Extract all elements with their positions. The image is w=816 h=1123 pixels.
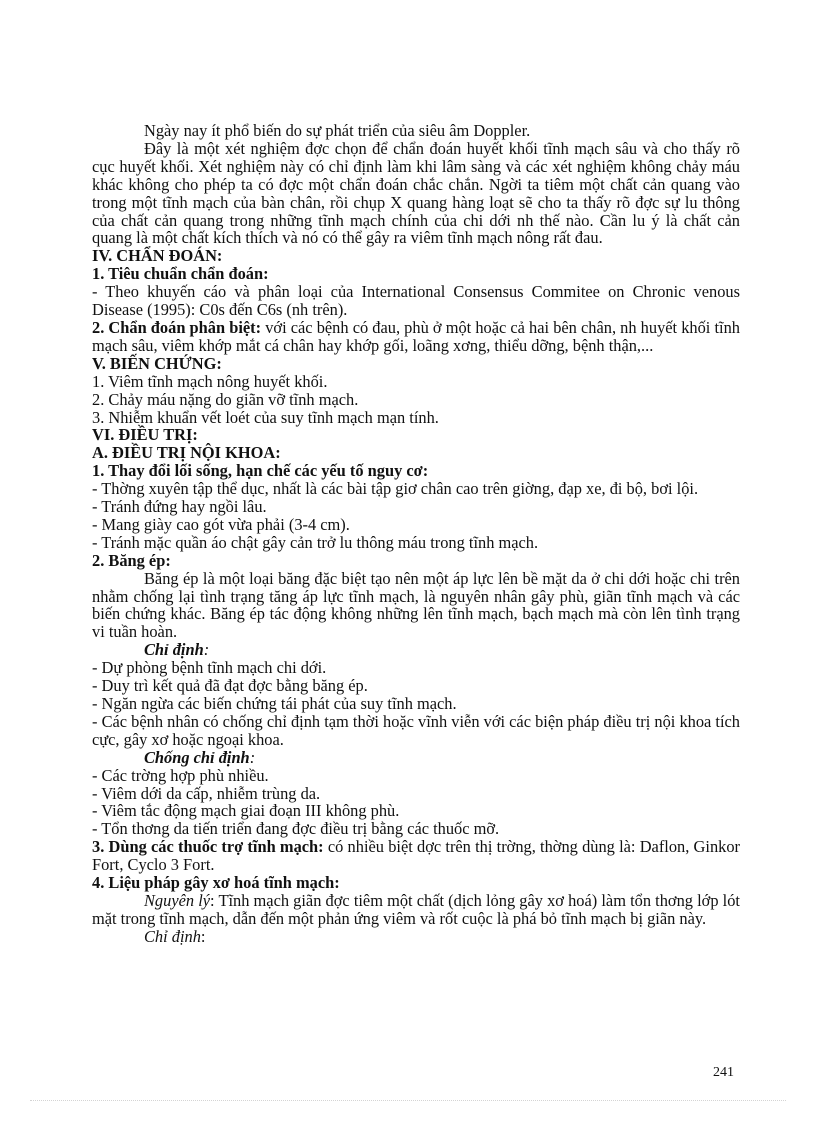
section-heading-medical-treatment: A. ĐIỀU TRỊ NỘI KHOA: bbox=[92, 443, 281, 463]
contraindications-heading bbox=[144, 749, 740, 767]
indication-item: - Dự phòng bệnh tĩnh mạch chi dới. bbox=[92, 658, 327, 678]
principle-text: : Tĩnh mạch giãn đợc tiêm một chất (dịch lỏng gây xơ hoá) làm tổn thơng lớp lót mặt trong tĩnh mạch, dẫn đến một phản ứng viêm và rốt cuộc là phá bỏ tĩnh mạch bị giãn này. bbox=[92, 890, 740, 928]
sclerotherapy-indications-colon: : bbox=[200, 926, 206, 946]
differential-diagnosis-paragraph bbox=[92, 319, 740, 355]
indications-label: Chỉ định bbox=[144, 640, 204, 660]
lifestyle-item: - Tránh mặc quần áo chật gây cản trở lu thông máu trong tĩnh mạch. bbox=[92, 532, 539, 552]
sclerotherapy-indications-label: Chỉ định bbox=[144, 926, 201, 946]
differential-diagnosis-text: với các bệnh có đau, phù ở một hoặc cả hai bên chân, nh huyết khối tĩnh mạch sâu, viêm khớp mắt cá chân hay khớp gối, loãng xơng, thiểu dỡng, bệnh thận,... bbox=[92, 317, 740, 355]
contraindication-item: - Các trờng hợp phù nhiều. bbox=[92, 765, 269, 785]
complication-item: 1. Viêm tĩnh mạch nông huyết khối. bbox=[92, 371, 328, 391]
lifestyle-item: - Mang giày cao gót vừa phải (3-4 cm). bbox=[92, 514, 350, 534]
intro-paragraph: Ngày nay ít phổ biến do sự phát triển của siêu âm Doppler. bbox=[144, 121, 531, 140]
section-heading-treatment: VI. ĐIỀU TRỊ: bbox=[92, 425, 198, 445]
lifestyle-item: - Tránh đứng hay ngồi lâu. bbox=[92, 497, 267, 517]
diagnostic-criteria-text: - Theo khuyến cáo và phân loại của International Consensus Commitee on Chronic venous Disease (1995): C0s đến C6s (nh trên). bbox=[92, 282, 740, 320]
venotonic-drugs-text: có nhiều biệt dợc trên thị trờng, thờng dùng là: Daflon, Ginkor Fort, Cyclo 3 Fort. bbox=[92, 837, 740, 875]
subheading-differential-diagnosis: 2. Chẩn đoán phân biệt: bbox=[92, 317, 262, 337]
contraindication-item: - Viêm tắc động mạch giai đoạn III không phù. bbox=[92, 801, 400, 821]
contraindication-item: - Viêm dới da cấp, nhiễm trùng da. bbox=[92, 783, 321, 803]
contraindication-item: - Tổn thơng da tiến triển đang đợc điều trị bằng các thuốc mỡ. bbox=[92, 819, 500, 839]
sclerotherapy-indications-heading bbox=[92, 928, 740, 946]
indication-item: - Các bệnh nhân có chống chỉ định tạm thời hoặc vĩnh viễn với các biện pháp điều trị nội khoa tích cực, gây xơ hoặc ngoại khoa. bbox=[92, 711, 740, 749]
contraindications-colon: : bbox=[249, 747, 256, 767]
subheading-lifestyle: 1. Thay đổi lối sống, hạn chế các yếu tố nguy cơ: bbox=[92, 461, 429, 481]
subheading-sclerotherapy: 4. Liệu pháp gây xơ hoá tĩnh mạch: bbox=[92, 873, 340, 893]
subheading-compression-bandage: 2. Băng ép: bbox=[92, 550, 171, 570]
contraindications-label: Chống chỉ định bbox=[144, 747, 250, 767]
document-page bbox=[92, 122, 740, 946]
indications-heading bbox=[144, 641, 740, 659]
subheading-venotonic-drugs: 3. Dùng các thuốc trợ tĩnh mạch: bbox=[92, 837, 324, 857]
complication-item: 2. Chảy máu nặng do giãn vỡ tĩnh mạch. bbox=[92, 389, 359, 409]
section-heading-complications: V. BIẾN CHỨNG: bbox=[92, 353, 222, 373]
lifestyle-item: - Thờng xuyên tập thể dục, nhất là các bài tập giơ chân cao trên giờng, đạp xe, đi bộ, bơi lội. bbox=[92, 479, 699, 499]
indication-item: - Ngăn ngừa các biến chứng tái phát của suy tĩnh mạch. bbox=[92, 694, 457, 713]
indications-colon: : bbox=[203, 640, 210, 660]
sclerotherapy-principle-paragraph bbox=[92, 892, 740, 928]
page-number: 241 bbox=[713, 1065, 734, 1080]
section-heading-diagnosis: IV. CHẨN ĐOÁN: bbox=[92, 246, 223, 266]
footer-divider bbox=[30, 1100, 786, 1101]
complication-item: 3. Nhiễm khuẩn vết loét của suy tĩnh mạch mạn tính. bbox=[92, 407, 439, 427]
subheading-diagnostic-criteria: 1. Tiêu chuẩn chẩn đoán: bbox=[92, 264, 269, 284]
indication-item: - Duy trì kết quả đã đạt đợc bằng băng ép. bbox=[92, 676, 368, 696]
venotonic-drugs-paragraph bbox=[92, 838, 740, 874]
principle-label: Nguyên lý bbox=[144, 890, 211, 910]
venography-paragraph: Đây là một xét nghiệm đợc chọn để chẩn đoán huyết khối tĩnh mạch sâu và cho thấy rõ cục huyết khối. Xét nghiệm này có chỉ định làm khi lâm sàng và các xét nghiệm không chảy máu khác không cho phép ta có đợc một chẩn đoán chắc chắn. Ngời ta tiêm một chất cản quang vào trong một tĩnh mạch của bàn chân, rồi chụp X quang hàng loạt sẽ cho ta thấy rõ đợc sự lu thông của chất cản quang trong những tĩnh mạch chính của chi dới nh thế nào. Cần lu ý là chất cản quang là một chất kích thích và nó có thể gây ra viêm tĩnh mạch nông rất đau. bbox=[92, 138, 740, 248]
compression-bandage-paragraph: Băng ép là một loại băng đặc biệt tạo nên một áp lực lên bề mặt da ở chi dới hoặc chi trên nhằm chống lại tình trạng tăng áp lực tĩnh mạch, là nguyên nhân gây phù, giãn tĩnh mạch và các biến chứng khác. Băng ép tác động không những lên tĩnh mạch, bạch mạch mà còn lên tình trạng vi tuần hoàn. bbox=[92, 568, 740, 642]
